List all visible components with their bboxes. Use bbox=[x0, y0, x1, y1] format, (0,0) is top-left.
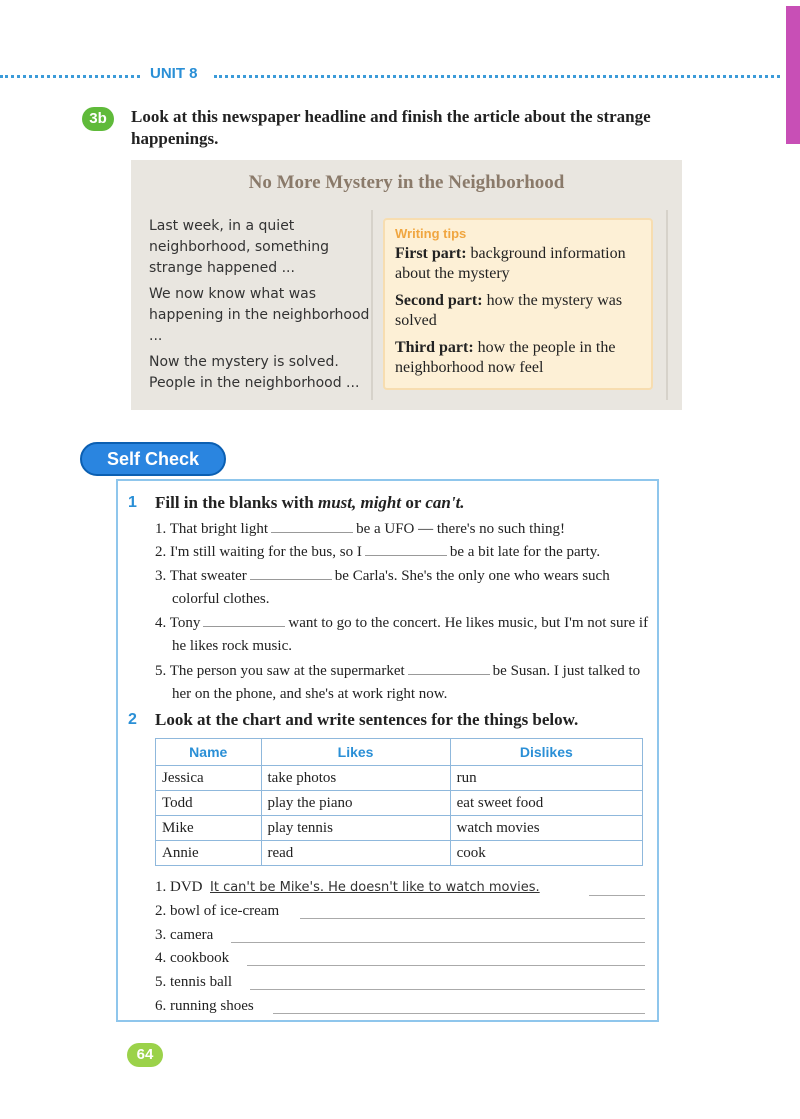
instruction-emphasis: can't. bbox=[425, 493, 465, 512]
fill-in-item bbox=[155, 612, 652, 658]
table-cell: eat sweet food bbox=[450, 791, 642, 816]
table-cell: Mike bbox=[156, 816, 262, 841]
writing-line bbox=[155, 972, 645, 992]
column-divider bbox=[666, 210, 668, 400]
item-text-after: be a bit late for the party. bbox=[449, 544, 601, 560]
item-number: 1. bbox=[155, 879, 167, 895]
answer-line[interactable] bbox=[231, 941, 645, 943]
answer-blank[interactable] bbox=[250, 565, 332, 580]
item-label: tennis ball bbox=[170, 974, 233, 990]
item-label: DVD bbox=[170, 879, 203, 895]
question-number: 2 bbox=[128, 711, 137, 728]
tip-item bbox=[395, 291, 641, 331]
item-label: cookbook bbox=[170, 950, 230, 966]
item-number: 2. bbox=[155, 903, 167, 919]
writing-line bbox=[155, 877, 645, 898]
item-label: running shoes bbox=[170, 998, 254, 1014]
table-cell: watch movies bbox=[450, 816, 642, 841]
item-number: 2. bbox=[155, 544, 167, 560]
writing-line bbox=[155, 901, 645, 921]
writing-tips-box bbox=[383, 218, 653, 390]
column-header: Name bbox=[156, 739, 262, 766]
item-text-before: Tony bbox=[169, 615, 201, 631]
column-divider bbox=[371, 210, 373, 400]
answer-line[interactable] bbox=[250, 988, 645, 990]
table-cell: run bbox=[450, 766, 642, 791]
table-row bbox=[156, 791, 643, 816]
self-check-badge: Self Check bbox=[80, 442, 226, 476]
tip-label: First part: bbox=[395, 245, 467, 262]
unit-label: UNIT 8 bbox=[150, 65, 198, 82]
item-number: 4. bbox=[155, 950, 167, 966]
likes-dislikes-chart bbox=[155, 738, 643, 866]
article-starter: Last week, in a quiet neighborhood, something strange happened ... bbox=[149, 218, 330, 276]
table-row bbox=[156, 816, 643, 841]
item-number: 6. bbox=[155, 998, 167, 1014]
tip-item bbox=[395, 244, 641, 284]
chart-header-row bbox=[156, 739, 643, 766]
item-text-before: I'm still waiting for the bus, so I bbox=[170, 544, 362, 560]
table-cell: play tennis bbox=[261, 816, 450, 841]
question-1-instruction bbox=[155, 493, 465, 513]
tip-item bbox=[395, 338, 641, 378]
item-label: bowl of ice-cream bbox=[170, 903, 280, 919]
column-header: Likes bbox=[261, 739, 450, 766]
tip-text: background information about the mystery bbox=[395, 245, 626, 282]
item-text-after: want to go to the concert. He likes music, but I'm not sure if he likes rock music. bbox=[172, 615, 649, 654]
answer-blank[interactable] bbox=[271, 518, 353, 533]
instruction-text: Fill in the blanks with bbox=[155, 493, 318, 512]
table-cell: take photos bbox=[261, 766, 450, 791]
fill-in-item bbox=[155, 660, 652, 706]
item-text-before: The person you saw at the supermarket bbox=[169, 663, 405, 679]
example-answer: It can't be Mike's. He doesn't like to watch movies. bbox=[210, 880, 540, 895]
answer-line[interactable] bbox=[247, 964, 645, 966]
instruction-emphasis: must, might bbox=[317, 493, 402, 512]
table-row bbox=[156, 766, 643, 791]
writing-line bbox=[155, 996, 645, 1016]
table-row bbox=[156, 841, 643, 866]
answer-blank[interactable] bbox=[365, 541, 447, 556]
table-cell: Todd bbox=[156, 791, 262, 816]
dotted-rule-left bbox=[0, 75, 140, 78]
newspaper-headline: No More Mystery in the Neighborhood bbox=[248, 172, 565, 193]
dotted-rule-right bbox=[214, 75, 780, 78]
page-number: 64 bbox=[127, 1043, 163, 1067]
table-cell: read bbox=[261, 841, 450, 866]
instruction-text: or bbox=[401, 493, 426, 512]
section-tab-marker bbox=[786, 6, 800, 144]
fill-in-item bbox=[155, 518, 645, 541]
answer-blank[interactable] bbox=[408, 660, 490, 675]
tip-text: how the mystery was solved bbox=[395, 292, 623, 329]
section-3b-badge: 3b bbox=[82, 107, 114, 131]
item-text-after: be Susan. I just talked to her on the phone, and she's at work right now. bbox=[172, 663, 641, 702]
tip-label: Second part: bbox=[395, 292, 483, 309]
article-starters bbox=[149, 216, 371, 399]
item-number: 5. bbox=[155, 974, 167, 990]
tip-text: how the people in the neighborhood now feel bbox=[395, 339, 616, 376]
article-starter: We now know what was happening in the neighborhood ... bbox=[149, 286, 370, 344]
item-number: 3. bbox=[155, 568, 167, 584]
question-number: 1 bbox=[128, 494, 137, 511]
item-number: 1. bbox=[155, 521, 167, 537]
table-cell: cook bbox=[450, 841, 642, 866]
item-number: 4. bbox=[155, 615, 167, 631]
answer-line[interactable] bbox=[589, 894, 645, 896]
writing-tips-title: Writing tips bbox=[395, 226, 467, 241]
table-cell: Annie bbox=[156, 841, 262, 866]
fill-in-item bbox=[155, 541, 645, 564]
item-number: 5. bbox=[155, 663, 167, 679]
section-3b-instruction: Look at this newspaper headline and finish the article about the strange happenings. bbox=[131, 107, 651, 148]
item-text-before: That bright light bbox=[169, 521, 269, 537]
column-header: Dislikes bbox=[450, 739, 642, 766]
item-text-after: be a UFO — there's no such thing! bbox=[356, 521, 565, 537]
answer-line[interactable] bbox=[273, 1012, 645, 1014]
table-cell: Jessica bbox=[156, 766, 262, 791]
item-label: camera bbox=[170, 927, 214, 943]
item-text-after: be Carla's. She's the only one who wears such colorful clothes. bbox=[172, 568, 610, 607]
table-cell: play the piano bbox=[261, 791, 450, 816]
answer-line[interactable] bbox=[300, 917, 645, 919]
writing-line bbox=[155, 925, 645, 945]
fill-in-item bbox=[155, 565, 652, 611]
answer-blank[interactable] bbox=[203, 612, 285, 627]
item-text-before: That sweater bbox=[169, 568, 247, 584]
question-2-instruction: Look at the chart and write sentences for the things below. bbox=[155, 710, 579, 729]
item-number: 3. bbox=[155, 927, 167, 943]
newspaper-box bbox=[131, 160, 682, 410]
article-starter: Now the mystery is solved. People in the neighborhood ... bbox=[149, 354, 360, 391]
tip-label: Third part: bbox=[395, 339, 474, 356]
writing-line bbox=[155, 948, 645, 968]
